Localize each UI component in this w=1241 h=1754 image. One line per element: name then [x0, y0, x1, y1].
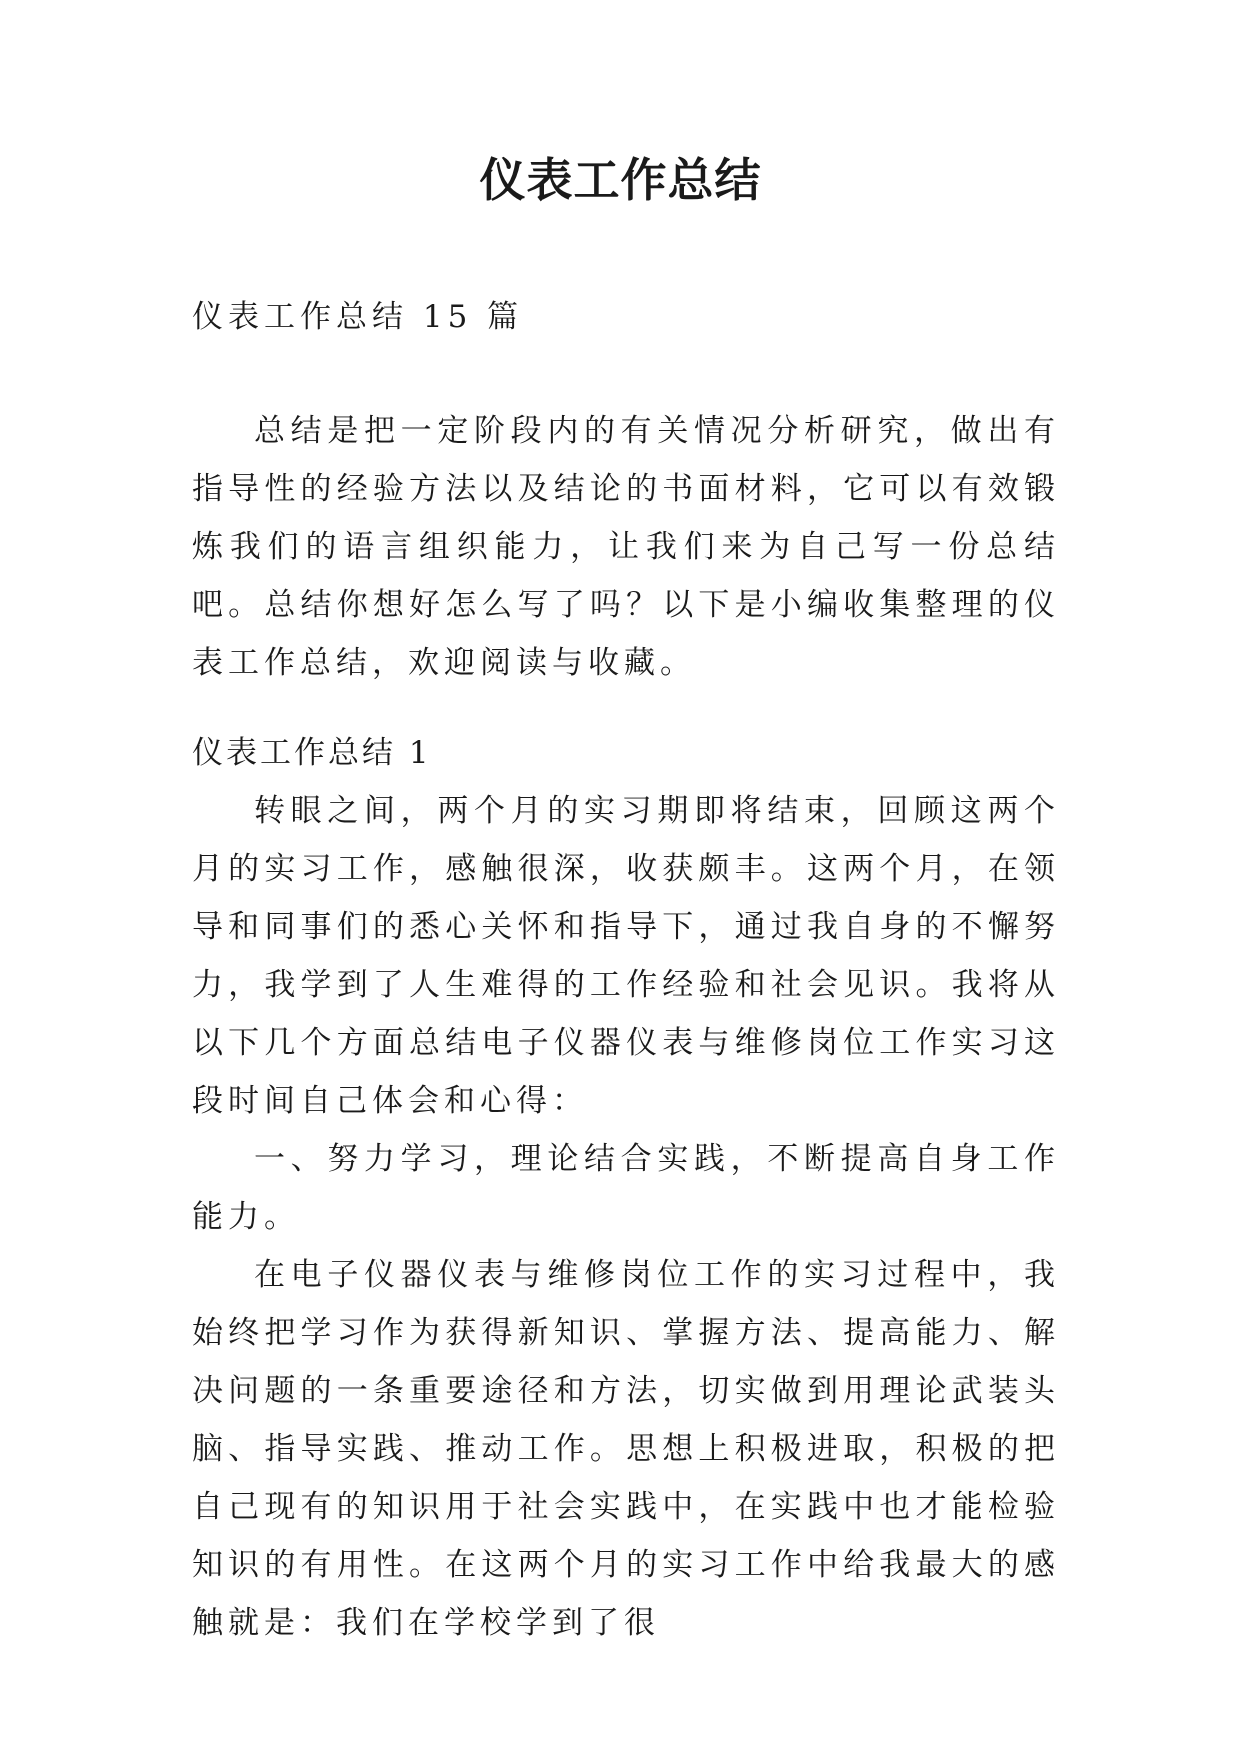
intro-section	[192, 402, 1060, 692]
section-heading: 仪表工作总结 1	[192, 735, 432, 771]
intro-paragraph: 总结是把一定阶段内的有关情况分析研究，做出有指导性的经验方法以及结论的书面材料，它可以有效锻炼我们的语言组织能力，让我们来为自己写一份总结吧。总结你想好怎么写了吗？以下是小编收集整理的仪表工作总结，欢迎阅读与收藏。	[192, 413, 1060, 681]
section-paragraph-3: 在电子仪器仪表与维修岗位工作的实习过程中，我始终把学习作为获得新知识、掌握方法、提高能力、解决问题的一条重要途径和方法，切实做到用理论武装头脑、指导实践、推动工作。思想上积极进取，积极的把自己现有的知识用于社会实践中，在实践中也才能检验知识的有用性。在这两个月的实习工作中给我最大的感触就是：我们在学校学到了很	[192, 1257, 1060, 1641]
section-1	[192, 724, 1060, 1652]
section-paragraph-2: 一、努力学习，理论结合实践，不断提高自身工作能力。	[192, 1141, 1060, 1235]
document-subtitle: 仪表工作总结 15 篇	[192, 299, 524, 335]
section-paragraph-1: 转眼之间，两个月的实习期即将结束，回顾这两个月的实习工作，感触很深，收获颇丰。这两个月，在领导和同事们的悉心关怀和指导下，通过我自身的不懈努力，我学到了人生难得的工作经验和社会见识。我将从以下几个方面总结电子仪器仪表与维修岗位工作实习这段时间自己体会和心得：	[192, 793, 1060, 1119]
document-title: 仪表工作总结	[479, 153, 762, 207]
